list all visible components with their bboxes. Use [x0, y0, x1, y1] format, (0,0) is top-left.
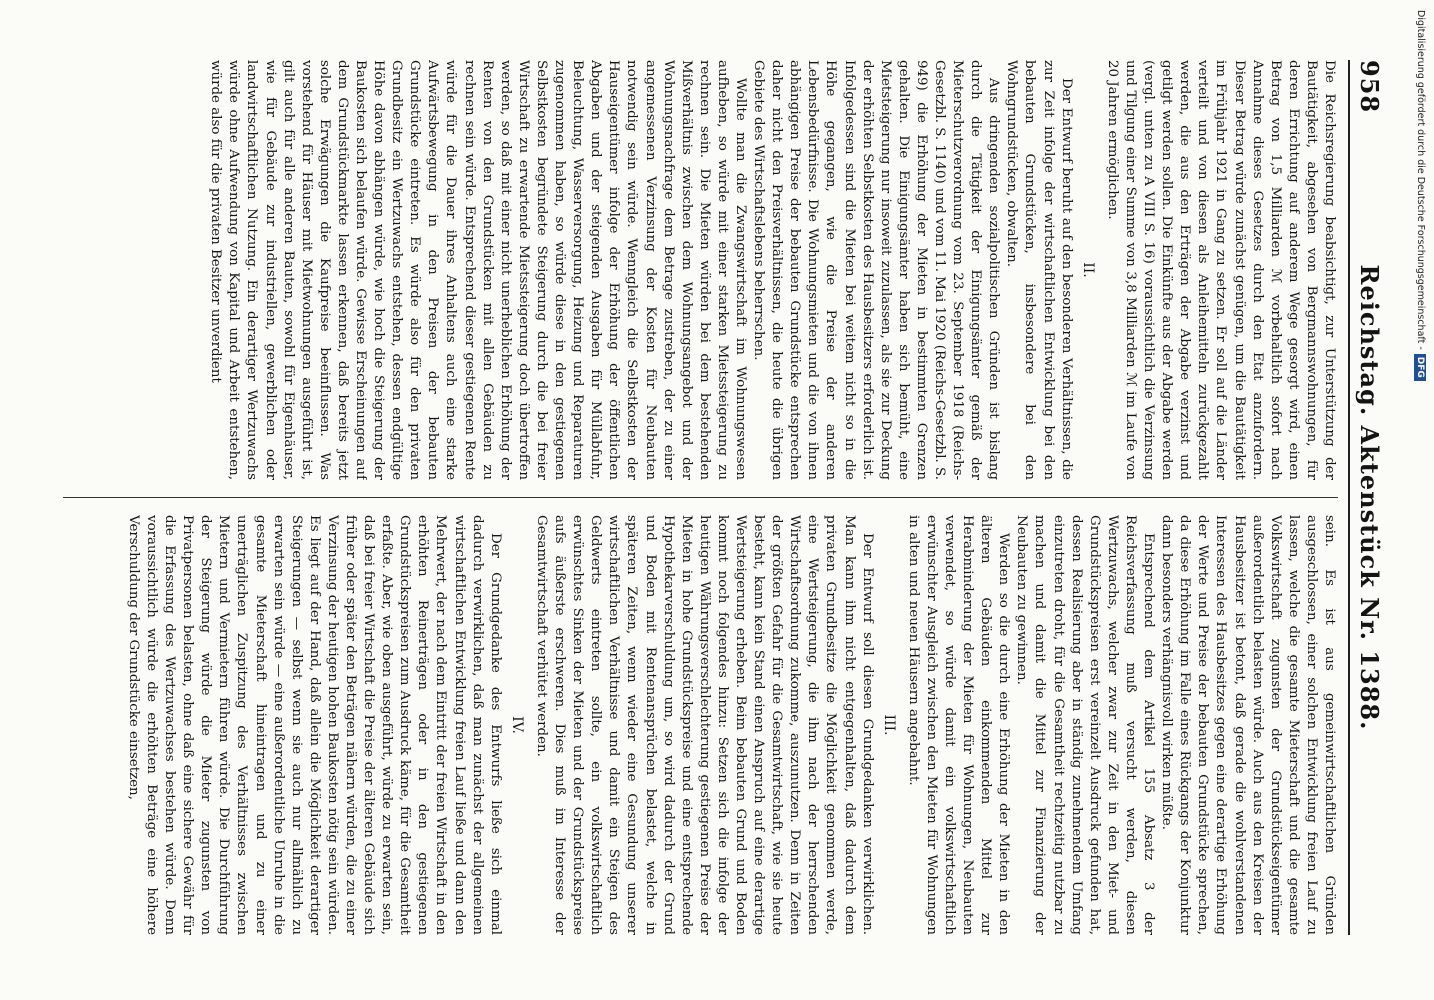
body-paragraph: Die Reichsregierung beabsichtigt, zur Unterstützung der Bautätigkeit, abgesehen von Bergmannswohnungen, für deren Errichtung auf anderem Wege gesorgt wird, einen Betrag von 1,5 Milliarden ℳ vorbehaltlich sofort nach Annahme dieses Gesetzes durch den Etat anzufordern. Dieser Betrag würde zunächst genügen, um die Bautätigkeit im Frühjahr 1921 in Gang zu setzen. Er soll auf die Länder verteilt und von diesen als Anleihemitteln zurückgezahlt werden, die aus den Erträgen der Abgabe verzinst und getilgt werden sollen. Die Einkünfte aus der Abgabe werden (vergl. unten zu A VIII S. 16) voraussichtlich die Verzinsung und Tilgung einer Summe von 3,8 Milliarden ℳ im Laufe von 20 Jahren ermöglichen. [1104, 60, 1337, 480]
text-columns [63, 60, 1338, 935]
digitization-note [1412, 10, 1428, 990]
body-paragraph: Werden so die durch eine Erhöhung der Mieten in den älteren Gebäuden einkommenden Mittel zur Herabminderung der Mieten für Wohnungen, Neubauten verwendet, so würde damit ein volkswirtschaftlich erwünschter Ausgleich zwischen den Mieten für Wohnungen in alten und neuen Häusern angebahnt. [905, 515, 1012, 935]
left-column [63, 60, 1338, 480]
body-paragraph: Der Grundgedanke des Entwurfs ließe sich einmal dadurch verwirklichen, daß man zunächst der allgemeinen wirtschaftlichen Entwicklung freien Lauf ließe und dann den Mehrwert, der nach dem Eintritt der freien Wirtschaft in den erhöhten Reinerträgen oder in den gestiegenen Grundstückspreisen zum Ausdruck käme, für die Gesamtheit erfaßte. Aber, wie oben ausgeführt, würde zu erwarten sein, daß bei freier Wirtschaft die Preise der älteren Gebäude sich früher oder später den Beträgen nähern würden, die zu einer Verzinsung der heutigen hohen Baukosten nötig sein würden. Es liegt auf der Hand, daß allein die Möglichkeit derartiger Steigerungen — selbst wenn sie auch nur allmählich zu erwarten sein würde — eine außerordentliche Unruhe in die gesamte Mieterschaft hineintragen und zu einer unerträglichen Zuspitzung des Verhältnisses zwischen Mietern und Vermietern führen würde. Die Durchführung der Steigerung würde die Mieter zugunsten von Privatpersonen belasten, ohne daß eine sichere Gewähr für die Erfassung des Wertzuwachses bestehen würde. Denn voraussichtlich würde die erhöhten Beträge eine höhere Verschuldung der Grundstücke einsetzen, [125, 515, 503, 935]
body-paragraph: sein. Es ist aus gemeinwirtschaftlichen Gründen ausgeschlossen, einer solchen Entwicklung freien Lauf zu lassen, welche die gesamte Mieterschaft und die gesamte Volkswirtschaft zugunsten der Grundstückseigentümer außerordentlich belasten würde. Auch aus den Kreisen der Hausbesitzer ist betont, daß gerade die wohlverstandenen Interessen des Hausbesitzes gegen eine derartige Erhöhung der Werte und Preise der bebauten Grundstücke sprechen, da diese Erhöhung im Falle eines Rückgangs der Konjunktur dann besonders verhängnisvoll wirken müßte. [1159, 515, 1337, 935]
body-paragraph: Der Entwurf beruht auf den besonderen Verhältnissen, die zur Zeit infolge der wirtschaftlichen Entwicklung bei den bebauten Grundstücken, insbesondere bei den Wohngrundstücken, obwalten. [1004, 60, 1074, 480]
section-heading: III. [880, 714, 897, 736]
page-title: Reichstag. Aktenstück Nr. 1388. [1355, 264, 1384, 731]
column-divider [63, 497, 1338, 498]
body-paragraph: Wollte man die Zwangswirtschaft im Wohnungswesen aufheben, so würde mit einer starken Mietssteigerung zu rechnen sein. Die Mieten würden bei dem bestehenden Mißverhältnis zwischen dem Wohnungsangebot und der Wohnungsnachfrage dem Betrage zustreben, der zu einer angemessenen Verzinsung der Kosten für Neubauten notwendig sein würde. Wenngleich die Selbstkosten der Hauseigentümer infolge der Erhöhung der öffentlichen Abgaben und der steigenden Ausgaben für Müllabfuhr, Beleuchtung, Wasserversorgung, Heizung und Reparaturen zugenommen haben, so würde diese in den gestiegenen Selbstkosten begründete Steigerung durch die bei freier Wirtschaft zu erwartende Mietssteigerung doch übertroffen werden, so daß mit einer nicht unerheblichen Erhöhung der Renten von den Grundstücken mit allen Gebäuden zu rechnen sein würde. Entsprechend dieser gestiegenen Rente würde für die Dauer ihres Anhaltens auch eine starke Aufwärtsbewegung in den Preisen der bebauten Grundstücke eintreten. Es würde also für den privaten Grundbesitz ein Wertzuwachs entstehen, dessen endgültige Höhe davon abhängen würde, wie hoch die Steigerung der Baukosten sich belaufen würde. Gewisse Erscheinungen auf dem Grundstückmarkte lassen erkennen, daß bereits jetzt solche Erwägungen die Kaufpreise beeinflussen. Was vorstehend für Häuser mit Mietwohnungen ausgeführt ist, gilt auch für alle anderen Bauten, sowohl für Eigenhäuser, wie für Gebäude zur industriellen, gewerblichen oder landwirtschaftlichen Nutzung. Ein derartiger Wertzuwachs würde ohne Aufwendung von Kapital und Arbeit entstehen, würde also für die privaten Besitzer unverdient [208, 60, 748, 480]
page-header [1348, 60, 1386, 935]
body-paragraph: Der Entwurf soll diesen Grundgedanken verwirklichen. Man kann ihm nicht entgegenhalten, daß dadurch dem privaten Grundbesitze die Möglichkeit genommen werde, eine Wertsteigerung, die ihm nach der herrschenden Wirtschaftsordnung zukomme, auszunutzen. Denn in Zeiten der größten Gefahr für die Gesamtwirtschaft, wie sie heute besteht, kann kein Stand einen Anspruch auf eine derartige Wertsteigerung erheben. Beim bebauten Grund und Boden kommt noch folgendes hinzu: Setzen sich die infolge der heutigen Währungsverschlechterung gestiegenen Preise der Mieten in hohe Grundstückspreise und eine entsprechende Hypothekarverschuldung um, so wird dadurch der Grund und Boden mit Rentenansprüchen belastet, welche in späteren Zeiten, wenn wieder eine Gesundung unserer wirtschaftlichen Verhältnisse und damit ein Steigen des Geldwerts eintreten sollte, ein volkswirtschaftlich erwünschtes Sinken der Mieten und der Grundstückspreise aufs äußerste erschweren. Dies muß im Interesse der Gesamtwirtschaft verhütet werden. [533, 515, 875, 935]
page-number: 958 [1355, 60, 1384, 114]
digitization-text: Digitalisierung gefördert durch die Deutsche Forschungsgemeinschaft - [1415, 10, 1426, 350]
section-heading: II. [1079, 262, 1096, 278]
right-column [63, 515, 1338, 935]
section-heading: IV. [508, 716, 525, 734]
body-paragraph: Entsprechend dem Artikel 155 Absatz 3 der Reichsverfassung muß versucht werden, diesen Wertzuwachs, welcher zwar zur Zeit in den Miet- und Grundstückspreisen erst vereinzelt Ausdruck gefunden hat, dessen Realisierung aber in ständig zunehmendem Umfang einzutreten droht, für die Gesamtheit rechtzeitig nutzbar zu machen und damit die Mittel zur Finanzierung der Neubauten zu gewinnen. [1014, 515, 1157, 935]
body-paragraph: Aus dringenden sozialpolitischen Gründen ist bislang durch die Tätigkeit der Einigungsämter gemäß der Mieterschutzverordnung vom 23. September 1918 (Reichs-Gesetzbl. S. 1140) und vom 11. Mai 1920 (Reichs-Gesetzbl. S. 949) die Erhöhung der Mieten in bestimmten Grenzen gehalten. Die Einigungsämter haben sich bemüht, eine Mietsteigerung nur insoweit zuzulassen, als sie zur Deckung der erhöhten Selbstkosten des Hausbesitzers erforderlich ist. Infolgedessen sind die Mieten bei weitem nicht so in die Höhe gegangen, wie die Preise der anderen Lebensbedürfnisse. Die Wohnungsmieten und die von ihnen abhängigen Preise der bebauten Grundstücke entsprechen daher nicht den Preisverhältnissen, die heute die übrigen Gebiete des Wirtschaftslebens beherrschen. [751, 60, 1002, 480]
dfg-logo: DFG [1414, 354, 1426, 381]
